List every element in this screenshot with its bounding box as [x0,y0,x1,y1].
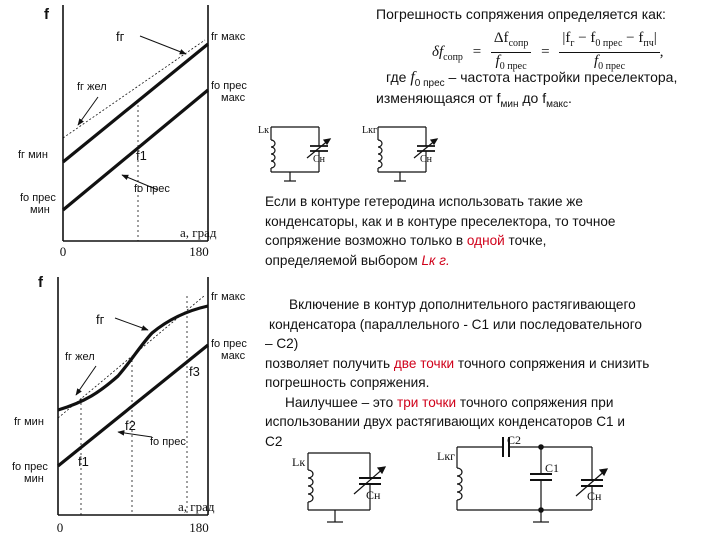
chart2-y-label: f [38,274,43,291]
chart2-fg-arrow [115,318,148,330]
chart-2 [58,277,208,515]
circuit4-C2-label: C2 [507,433,522,447]
p1-line-1: Если в контуре гетеродина использовать такие же [265,194,583,209]
formula-f2-num-b: − f [574,30,596,46]
circuit3-inductor [308,470,313,502]
chart1-f0pres-min-label-1: fо прес [20,192,56,204]
formula-f2-num-a: |f [562,30,571,46]
formula-f1-den-sub: 0 прес [499,61,527,72]
circuit1-inductor [271,140,275,168]
circuit1-C-label: Сн [313,154,326,165]
chart2-f0pres-maks-label-2: макс [221,350,246,362]
p1-line-3-post: точке, [504,233,547,248]
chart1-fg-arrow [140,36,186,54]
chart2-f2-label: f2 [125,418,136,433]
formula-f2-num-sub2: 0 прес [595,38,623,49]
circuit4-inductor [457,468,462,500]
chart2-fg-maks-label: fг макс [211,291,246,303]
formula-f2-num-d: | [653,30,657,46]
p1-line-3-pre: сопряжение возможно только в [265,233,467,248]
range-end: . [568,90,572,106]
p2-line-4-pre: позволяет получить [265,355,394,371]
chart1-x-tick-0: 0 [59,244,67,259]
chart2-fg-label: fг [96,312,105,327]
formula-f2-num-c: − f [622,30,644,46]
chart2-f3-label: f3 [189,364,200,379]
p2-line-4 [265,354,649,374]
formula-f2-num-sub1: г [570,38,575,49]
formula-lhs-sub: сопр [443,51,463,63]
formula-eq-2: = [541,43,550,60]
chart2-x-tick-0: 0 [56,520,64,535]
p2-highlight-three-points: три точки [396,394,457,410]
chart-1 [63,5,208,241]
formula-lhs: δf [432,43,444,60]
chart1-fg-min-label: fг мин [18,149,48,161]
chart1-x-label: a, град [180,225,217,240]
where-prefix: где [386,69,411,85]
chart1-fg-line [63,44,208,162]
p2-highlight-two-points: две точки [393,355,455,371]
formula-f2-den-sub: 0 прес [598,61,626,72]
circuit2-L-label: Lкг [362,125,378,136]
chart2-f1-label: f1 [78,454,89,469]
circuit4-C1-label: C1 [545,461,560,475]
range-pre: изменяющаяся от f [376,90,501,106]
circuit4-L-label: Lкг [437,449,456,463]
formula-f2-den: f [593,53,599,69]
p2-line-4-post: точного сопряжения и снизить [454,355,650,371]
chart1-f0pres-maks-label-1: fо прес [211,80,247,92]
chart1-x-tick-180: 180 [189,244,209,259]
circuit1-L-label: Lк [258,125,269,136]
chart2-fg-min-label: fг мин [14,416,44,428]
formula-f1-num-sub: сопр [508,38,529,49]
p2-line-6 [265,393,649,413]
p2-line-1: Включение в контур дополнительного растягивающего [289,297,636,312]
circuit2-C-label: Сн [420,154,433,165]
chart1-f0pres-min-label-2: мин [30,204,50,216]
chart2-f0pres-min-label-2: мин [24,473,44,485]
chart1-y-label: f [44,6,49,23]
where-f-sub: 0 прес [414,77,445,89]
where-f: f [410,69,415,86]
formula-eq-1: = [472,43,482,60]
chart1-fg-label: fг [116,29,125,44]
range-sub-min: мин [500,98,519,110]
chart2-fgzhel-arrow [76,366,96,395]
chart2-f0pres-label: fо прес [150,436,186,448]
p2-line-6-pre: Наилучшее – это [285,394,397,410]
range-sub-max: макс [546,98,569,110]
circuit3-L-label: Lк [292,455,306,469]
formula-range-line [376,89,572,114]
p2-line-2: конденсатора (параллельного - С1 или последовательного [269,316,642,332]
paragraph-stretching-capacitor [265,295,649,451]
chart2-x-label: a, град [178,499,215,514]
formula-header: Погрешность сопряжения определяется как: [376,6,666,22]
p2-line-5: погрешность сопряжения. [265,375,430,390]
formula-f2-num-sub3: пч [643,38,654,49]
chart1-f0pres-label: fо прес [134,183,170,195]
formula-f1-num: Δf [493,30,509,46]
circuit4-C-label: Сн [587,489,602,503]
chart2-f0pres-maks-label-1: fо прес [211,338,247,350]
p1-line-4 [265,251,615,271]
p2-line-7: использовании двух растягивающих конденсаторов С1 и [265,414,625,429]
chart1-fg-zhel-label: fг жел [77,81,107,93]
p1-highlight-lkg: Lк г. [421,252,450,268]
range-mid: до f [518,90,547,106]
paragraph-one-contour [265,192,615,270]
where-suffix: – частота настройки преселектора, [444,69,678,85]
chart2-x-tick-180: 180 [189,520,209,535]
circuit2-inductor [378,140,382,168]
formula-f1-den: f [495,53,500,69]
p1-line-4-pre: определяемой выбором [265,252,422,268]
p1-line-2: конденсаторы, как и в контуре преселектора, то точное [265,213,616,229]
chart1-fg-maks-label: fг макс [211,31,246,43]
chart2-f0pres-min-label-1: fо прес [12,461,48,473]
p1-line-3 [265,231,615,251]
p2-line-3: – С2) [265,336,299,351]
chart1-f0pres-maks-label-2: макс [221,92,246,104]
chart1-fgzhel-arrow [78,97,98,125]
formula-tail: , [659,43,664,60]
chart1-f1-label: f1 [136,148,147,163]
circuit3-C-label: Сн [366,488,381,502]
chart2-fg-zhel-label: fг жел [65,351,95,363]
p2-line-6-post: точного сопряжения при [456,394,614,410]
p2-line-8: С2 [265,433,283,449]
p1-highlight-one: одной [466,233,505,248]
